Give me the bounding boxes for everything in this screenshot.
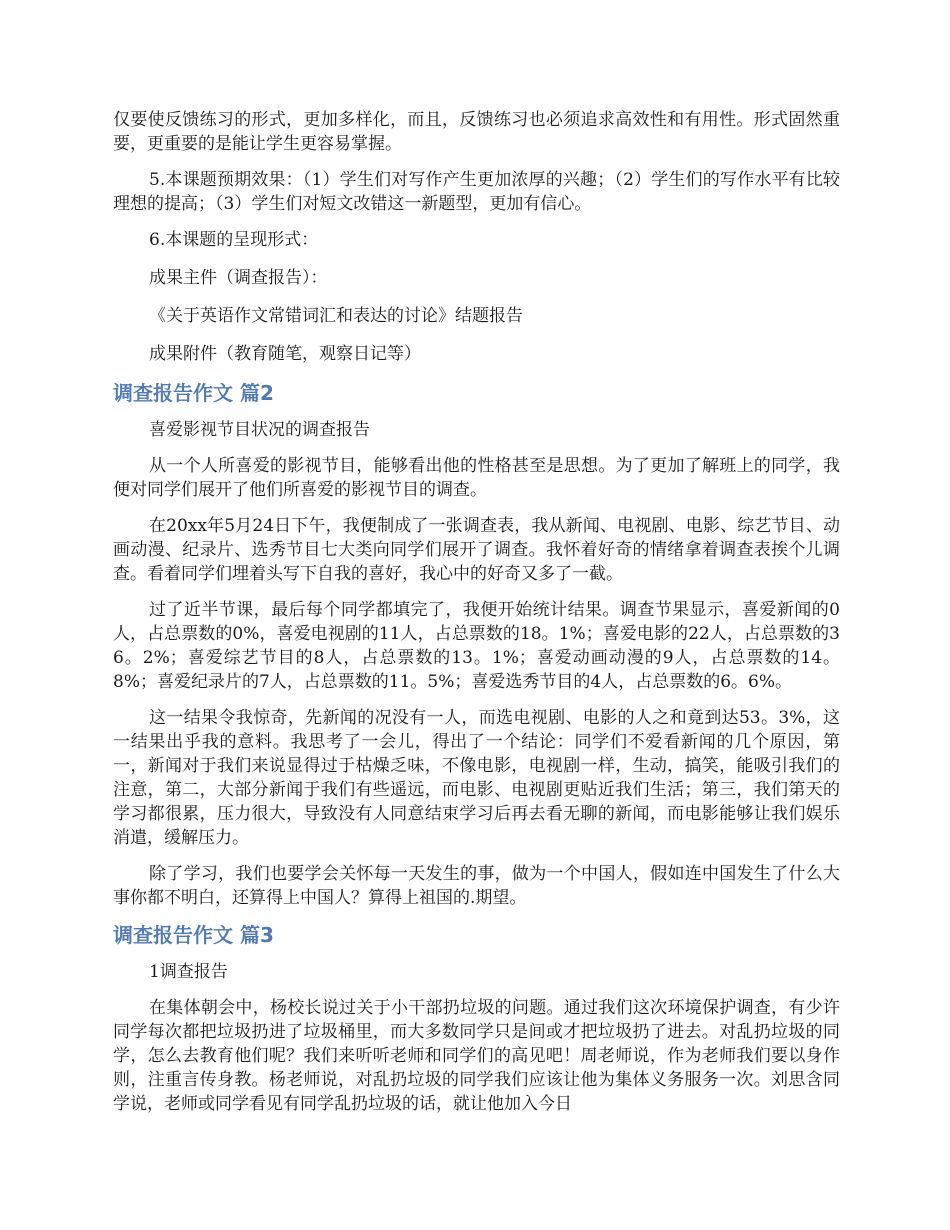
paragraph-feedback-form: 仅要使反馈练习的形式，更加多样化，而且，反馈练习也必须追求高效性和有用性。形式固然重要，更重要的是能让学生更容易掌握。 — [113, 110, 840, 154]
paragraph-attachments: 成果附件（教育随笔，观察日记等） — [149, 344, 421, 364]
paragraph-presentation-form: 6.本课题的呈现形式： — [149, 230, 319, 250]
paragraph-survey-title: 喜爱影视节目状况的调查报告 — [149, 420, 370, 440]
paragraph-survey-results: 过了近半节课，最后每个同学都填完了，我便开始统计结果。调查节果显示，喜爱新闻的0人，占总票数的0%，喜爱电视剧的11人，占总票数的18。1%；喜爱电影的22人，占总票数的36。2%；喜爱综艺节目的8人，占总票数的13。1%；喜爱动画动漫的9人，占总票数的14。8%；喜爱纪录片的7人，占总票数的11。5%；喜爱选秀节目的4人，占总票数的6。6%。 — [113, 600, 840, 692]
document-page — [113, 108, 840, 1128]
section-heading-3: 调查报告作文 篇3 — [113, 923, 274, 947]
paragraph-report-number: 1调查报告 — [149, 962, 228, 982]
paragraph-report-title: 《关于英语作文常错词汇和表达的讨论》结题报告 — [149, 306, 523, 326]
paragraph-main-result: 成果主件（调查报告）： — [149, 268, 328, 288]
paragraph-survey-conclusion: 除了学习，我们也要学会关怀每一天发生的事，做为一个中国人，假如连中国发生了什么大事你都不明白，还算得上中国人？算得上祖国的.期望。 — [113, 864, 840, 908]
paragraph-survey-analysis: 这一结果令我惊奇，先新闻的况没有一人，而选电视剧、电影的人之和竟到达53。3%，这一结果出乎我的意料。我思考了一会儿，得出了一个结论：同学们不爱看新闻的几个原因，第一，新闻对于我们来说显得过于枯燥乏味，不像电影，电视剧一样，生动，搞笑，能吸引我们的注意，第二，大部分新闻于我们有些遥远，而电影、电视剧更贴近我们生活；第三，我们第天的学习都很累，压力很大，导致没有人同意结束学习后再去看无聊的新闻，而电影能够让我们娱乐消遣，缓解压力。 — [113, 708, 840, 848]
paragraph-garbage-discussion: 在集体朝会中，杨校长说过关于小干部扔垃圾的问题。通过我们这次环境保护调查，有少许同学每次都把垃圾扔进了垃圾桶里，而大多数同学只是间或才把垃圾扔了进去。对乱扔垃圾的同学，怎么去教育他们呢？我们来听听老师和同学们的高见吧！周老师说，作为老师我们要以身作则，注重言传身教。杨老师说，对乱扔垃圾的同学我们应该让他为集体义务服务一次。刘思含同学说，老师或同学看见有同学乱扔垃圾的话，就让他加入今日 — [113, 998, 840, 1114]
section-heading-2: 调查报告作文 篇2 — [113, 381, 274, 405]
paragraph-survey-intro: 从一个人所喜爱的影视节目，能够看出他的性格甚至是思想。为了更加了解班上的同学，我便对同学们展开了他们所喜爱的影视节目的调查。 — [113, 456, 840, 500]
paragraph-expected-effects: 5.本课题预期效果：（1）学生们对写作产生更加浓厚的兴趣；（2）学生们的写作水平有比较理想的提高；（3）学生们对短文改错这一新题型，更加有信心。 — [113, 170, 840, 214]
paragraph-survey-method: 在20xx年5月24日下午，我便制成了一张调查表，我从新闻、电视剧、电影、综艺节目、动画动漫、纪录片、选秀节目七大类向同学们展开了调查。我怀着好奇的情绪拿着调查表挨个儿调查。看着同学们埋着头写下自我的喜好，我心中的好奇又多了一截。 — [113, 516, 840, 584]
